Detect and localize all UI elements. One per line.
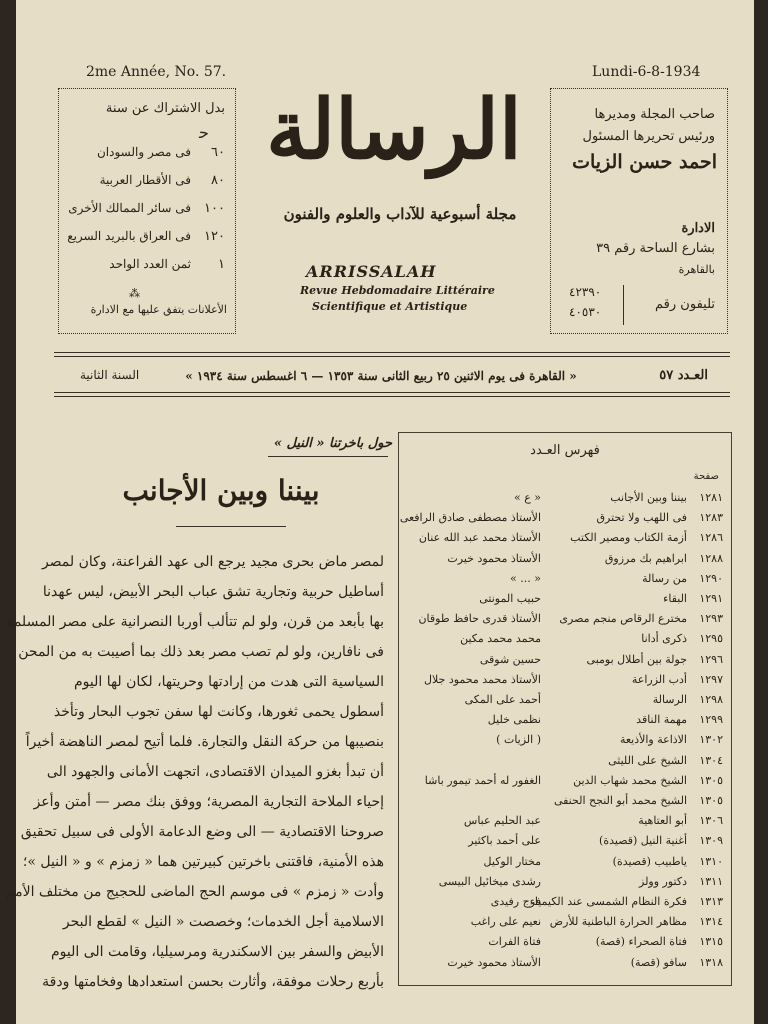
subscription-box xyxy=(58,88,236,334)
index-entry-title: الشيخ على الليثى xyxy=(608,753,687,767)
subscription-title: بدل الاشتراك عن سنة xyxy=(105,101,225,116)
article-line: أسطول يحمى ثغورها، وكانت لها سفن تجوب البحار وتأخذ xyxy=(53,704,384,720)
index-entry-author: رشدى ميخائيل البيسى xyxy=(438,874,541,888)
index-entry-title: فكرة النظام الشمسى عند الكيمياء xyxy=(529,895,687,908)
index-page-number: ١٣٠٥ xyxy=(699,773,723,787)
index-page-number: ١٢٨٣ xyxy=(699,511,723,525)
latin-subtitle-1: Revue Hebdomadaire Littéraire xyxy=(300,284,495,297)
owner-line-1: صاحب المجلة ومديرها xyxy=(594,107,715,122)
index-entry-title: ذكرى أدانا xyxy=(641,632,687,646)
index-entry-title: فى اللهب ولا تحترق xyxy=(596,511,687,525)
index-page-number: ١٢٩٥ xyxy=(699,632,723,646)
index-entry-title: الرسالة xyxy=(652,693,687,706)
newspaper-page xyxy=(5,0,754,1024)
phone-number-1: ٤٢٣٩٠ xyxy=(569,285,602,299)
index-entry-author: الأستاذ قدرى حافظ طوقان xyxy=(418,612,541,626)
index-entry-author: الأستاذ محمد محمود جلال xyxy=(423,672,541,686)
latin-subtitle-2: Scientifique et Artistique xyxy=(312,300,468,313)
admin-city: بالقاهرة xyxy=(678,263,715,276)
index-entry-author: عبد الحليم عباس xyxy=(463,814,541,828)
article-line: فى نافارين، ولو لم تصب مصر بعد ذلك بما أصيبت به من المحن xyxy=(18,644,384,660)
subscription-label: ثمن العدد الواحد xyxy=(109,257,191,271)
index-entry-author: « ... » xyxy=(510,571,541,585)
kicker-underline xyxy=(268,456,388,457)
index-entry-title: مظاهر الحرارة الباطنية للأرض xyxy=(549,915,687,929)
admin-title: الادارة xyxy=(681,221,715,236)
index-page-number: ١٢٨٦ xyxy=(699,531,723,545)
index-page-number: ١٣١٥ xyxy=(699,935,723,949)
index-page-number: ١٢٩٠ xyxy=(699,571,723,585)
article-line: أساطيل حربية وتجارية تشق عباب البحر الأبيض، ليس عهدنا xyxy=(42,584,384,600)
article-body xyxy=(5,554,384,1014)
admin-address: بشارع الساحة رقم ٣٩ xyxy=(596,241,715,256)
index-entry-author: الغفور له أحمد تيمور باشا xyxy=(424,773,541,787)
dateline-center: « القاهرة فى يوم الاثنين ٢٥ ربيع الثانى سنة ١٣٥٣ — ٦ اغسطس سنة ١٩٣٤ » xyxy=(185,369,577,383)
currency-mark: ﺣ xyxy=(199,123,209,142)
index-entry-title: جولة بين أطلال بومبى xyxy=(586,652,687,666)
index-entry-author: على أحمد باكثير xyxy=(468,834,541,848)
article-line: لمصر ماض بحرى مجيد يرجع الى عهد الفراعنة، وكان لمصر xyxy=(41,554,384,570)
article-line: أن تبدأ بغزو الميدان الاقتصادى، اتجهت الأمانى والجهود الى xyxy=(46,764,384,780)
latin-title: ARRISSALAH xyxy=(306,262,437,281)
index-page-number: ١٣١٠ xyxy=(699,854,723,868)
phone-divider xyxy=(623,285,624,325)
masthead-subtitle: مجلة أسبوعية للآداب والعلوم والفنون xyxy=(283,205,517,223)
year-label: السنة الثانية xyxy=(80,368,140,382)
article-line: بنصيبها من حركة النقل والتجارة. فلما أتيح لمصر الناهضة أخيراً xyxy=(25,734,384,750)
index-entry-title: أدب الزراعة xyxy=(631,672,687,686)
rule-top xyxy=(54,352,730,353)
article-title: بيننا وبين الأجانب xyxy=(122,474,320,507)
article-line: السياسية التى هدت من إرادتها وحريتها، لكان لها اليوم xyxy=(73,674,384,690)
index-entry-author: « ع » xyxy=(513,491,541,504)
subscription-amount: ١ xyxy=(218,257,225,272)
index-box xyxy=(398,432,732,986)
rule-bottom xyxy=(54,392,730,393)
index-entry-title: أزمة الكتاب ومصير الكتب xyxy=(570,531,687,545)
index-entry-author: أحمد على المكى xyxy=(464,693,541,706)
phone-label: تليفون رقم xyxy=(655,297,715,312)
index-entry-title: أبو العتاهية xyxy=(638,814,687,828)
index-page-number: ١٣١٣ xyxy=(699,895,723,908)
index-page-number: ١٣١١ xyxy=(699,874,723,888)
index-page-number: ١٢٩٣ xyxy=(699,612,723,626)
article-kicker: حول باخرتنا « النيل » xyxy=(273,436,392,451)
owner-box xyxy=(550,88,728,334)
index-entry-title: الشيخ محمد شهاب الدين xyxy=(573,773,687,787)
phone-number-2: ٤٠٥٣٠ xyxy=(569,305,602,319)
index-entry-title: ابراهيم بك مرزوق xyxy=(604,551,687,565)
index-entry-author: نظمى خليل xyxy=(487,713,541,727)
index-page-number: ١٢٨١ xyxy=(699,491,723,504)
rule-top-2 xyxy=(54,356,730,357)
index-page-number: ١٢٨٨ xyxy=(699,551,723,565)
index-entry-title: مخترع الرقاص منجم مصرى xyxy=(559,612,687,626)
article-line: هذه الأمنية، فاقتنى باخرتين كبيرتين هما « زمزم » و « النيل »؛ xyxy=(22,854,384,870)
ornament-icon: ⁂ xyxy=(129,287,140,300)
subscription-amount: ٦٠ xyxy=(211,145,225,160)
subscription-label: فى الأقطار العربية xyxy=(99,173,191,187)
subscription-label: فى مصر والسودان xyxy=(96,145,191,159)
index-entry-title: دكتور وولز xyxy=(639,874,687,888)
index-page-number: ١٢٩١ xyxy=(699,592,723,605)
masthead-logo: الرسالة xyxy=(266,82,522,178)
subscription-amount: ٨٠ xyxy=(211,173,225,188)
index-entry-author: مختار الوكيل xyxy=(483,854,541,868)
owner-line-2: ورئيس تحريرها المسئول xyxy=(582,129,715,144)
article-line: الأبيض والسفر بين الاسكندرية ومرسيليا، وقامت الى اليوم xyxy=(50,944,384,960)
article-line: بها بأبعد من قرن، ولو لم تتألب أوربا النصرانية على مصر المسلمة xyxy=(6,614,384,630)
index-entry-title: من رسالة xyxy=(642,571,687,585)
index-page-number: ١٣٠٤ xyxy=(699,753,723,767)
index-entry-author: الأستاذ محمود خيرت xyxy=(447,551,541,565)
subscription-label: فى العراق بالبريد السريع xyxy=(67,229,191,243)
index-entry-author: الأستاذ مصطفى صادق الرافعى xyxy=(399,511,541,525)
index-entry-title: مهمة الناقد xyxy=(636,713,687,727)
index-entry-author: ( الزيات ) xyxy=(496,733,541,747)
issue-number: العـدد ٥٧ xyxy=(659,368,708,383)
article-line: وأدت « زمزم » فى موسم الحج الماضى للحجيج من مختلف الأمم xyxy=(5,884,384,900)
issue-label: 2me Année, No. 57. xyxy=(86,64,227,80)
article-line: صروحنا الاقتصادية — الى وضع الدعامة الأولى فى سبيل تحقيق xyxy=(20,824,384,840)
article-line: بأربع رحلات موفقة، وأثارت بحسن استعدادها وفخامتها ودقة xyxy=(42,974,384,990)
index-entry-title: البقاء xyxy=(663,592,687,605)
index-entry-author: الأستاذ محمد عبد الله عنان xyxy=(418,531,541,545)
index-page-number: ١٢٩٩ xyxy=(699,713,723,727)
title-rule xyxy=(176,526,286,527)
index-entry-author: نعيم على راغب xyxy=(470,915,541,929)
index-entry-title: الاذاعة والأذيعة xyxy=(619,733,687,747)
index-entry-author: محمد محمد مكين xyxy=(460,632,541,646)
index-page-label: صفحة xyxy=(693,471,719,482)
index-page-number: ١٢٩٧ xyxy=(699,672,723,686)
index-entry-title: فتاة الصحراء (قصة) xyxy=(595,935,687,949)
index-entry-author: فتاة الفرات xyxy=(488,935,541,949)
article-line: إحياء الملاحة التجارية المصرية؛ ووفق بنك مصر — أمتن وأعز xyxy=(33,794,384,810)
subscription-amount: ١٢٠ xyxy=(204,229,225,244)
owner-name: احمد حسن الزيات xyxy=(572,151,717,173)
index-title: فهرس العـدد xyxy=(530,443,600,458)
index-entry-title: سافو (قصة) xyxy=(630,955,687,969)
index-page-number: ١٢٩٨ xyxy=(699,693,723,706)
index-entry-title: الشيخ محمد أبو النجح الحنفى xyxy=(553,794,687,807)
index-page-number: ١٣١٤ xyxy=(699,915,723,929)
index-page-number: ١٣٠٢ xyxy=(699,733,723,747)
index-entry-title: ياطبيب (قصيدة) xyxy=(612,854,687,868)
subscription-amount: ١٠٠ xyxy=(204,201,225,216)
subscription-footer: الأعلانات يتفق عليها مع الادارة xyxy=(90,303,227,316)
article-line: الاسلامية أجل الخدمات؛ وخصصت « النيل » لقطع البحر xyxy=(62,914,384,930)
index-entry-title: أغنية النيل (قصيدة) xyxy=(599,834,687,848)
index-entry-author: حبيب المونتى xyxy=(479,592,541,605)
index-page-number: ١٢٩٦ xyxy=(699,652,723,666)
index-page-number: ١٣٠٩ xyxy=(699,834,723,848)
index-page-number: ١٣١٨ xyxy=(699,955,723,969)
rule-bottom-2 xyxy=(54,396,730,397)
date-label: Lundi-6-8-1934 xyxy=(592,64,701,80)
index-entry-title: بيننا وبين الأجانب xyxy=(610,491,687,504)
index-entry-author: فرج رفيدى xyxy=(490,895,541,908)
index-page-number: ١٣٠٥ xyxy=(699,794,723,807)
index-entry-author: حسين شوقى xyxy=(479,652,541,666)
subscription-label: فى سائر الممالك الأخرى xyxy=(68,201,191,215)
index-entry-author: الأستاذ محمود خيرت xyxy=(447,955,541,969)
index-page-number: ١٣٠٦ xyxy=(699,814,723,828)
